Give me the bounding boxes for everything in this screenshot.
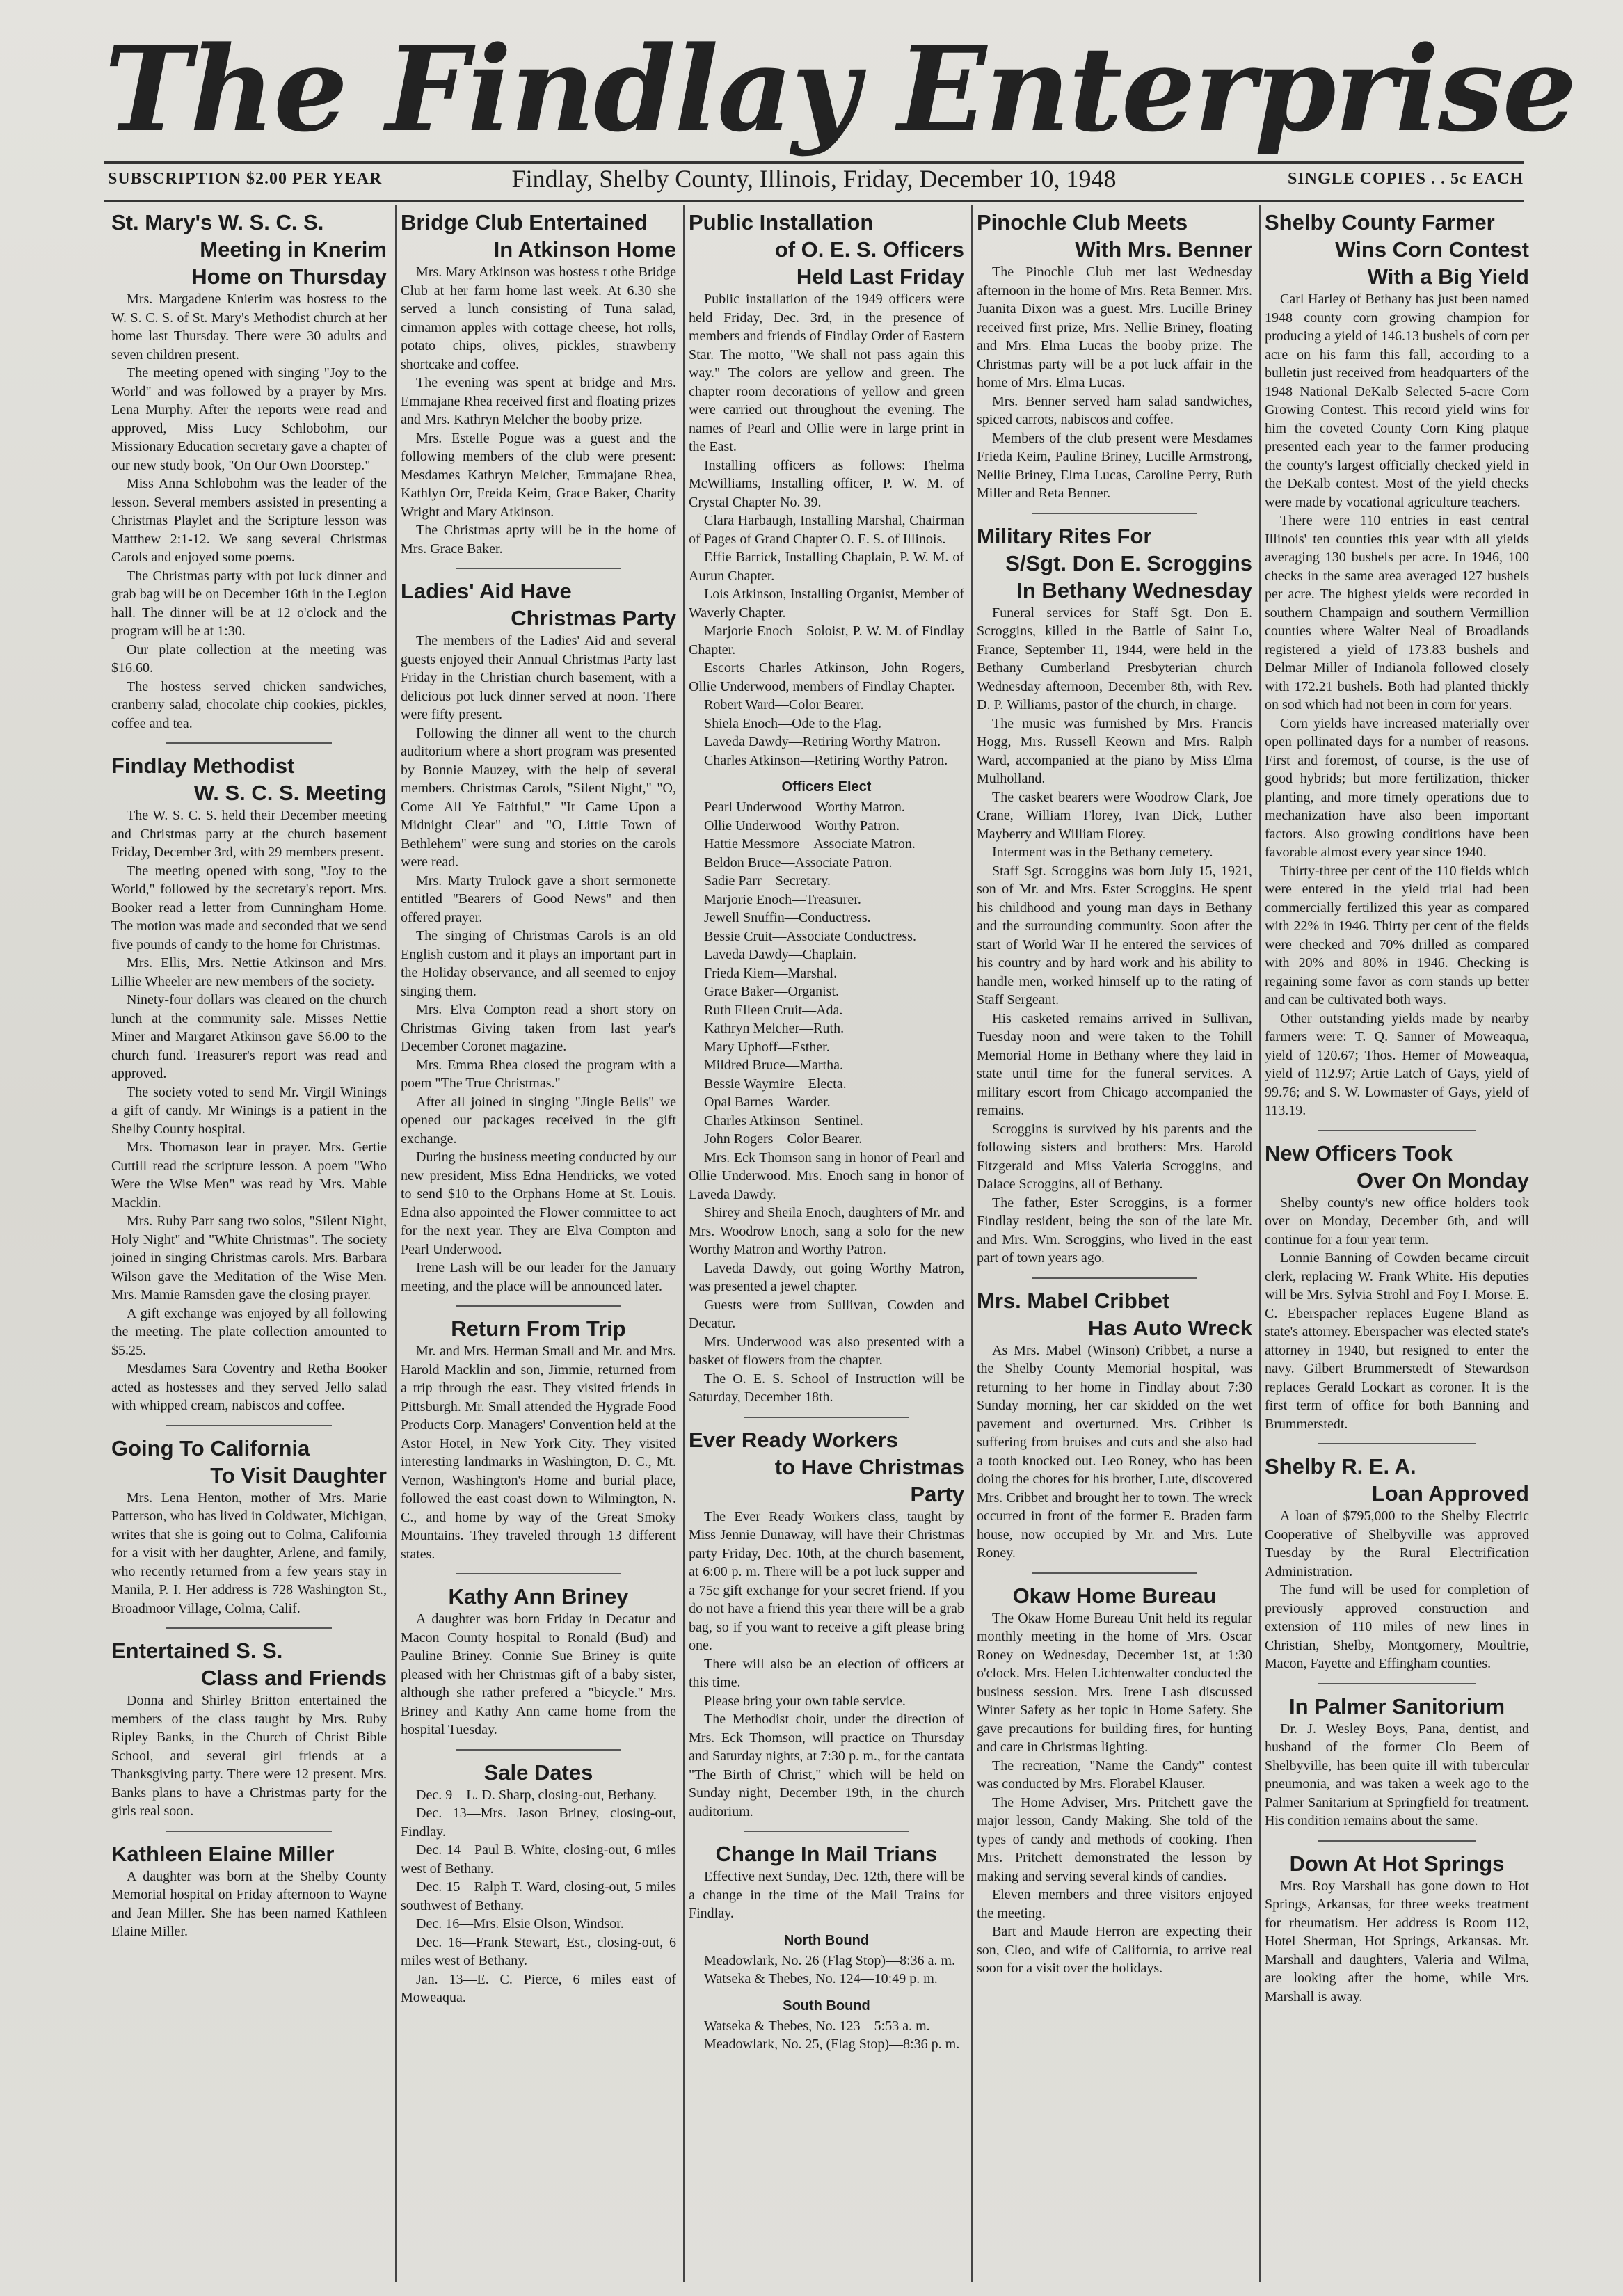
paragraph: Escorts—Charles Atkinson, John Rogers, Ollie Underwood, members of Findlay Chapter. xyxy=(689,660,964,694)
article-body xyxy=(689,290,964,770)
article-body xyxy=(111,1489,387,1618)
article xyxy=(111,1627,387,1821)
paragraph: Sadie Parr—Secretary. xyxy=(704,873,831,888)
paragraph: Interment was in the Bethany cemetery. xyxy=(992,845,1213,860)
paragraph: The fund will be used for completion of previously approved construction and extension of 110 miles of new lines in Christian, Shelby, Montgomery, Moultrie, Macon, Fayette and Effingham counties. xyxy=(1265,1582,1529,1671)
article xyxy=(401,1749,676,2007)
article-body xyxy=(111,1867,387,1941)
masthead-rule-top xyxy=(104,161,1524,164)
article xyxy=(1265,1130,1529,1434)
paragraph: Beldon Bruce—Associate Patron. xyxy=(704,854,893,870)
paragraph: During the business meeting conducted by our new president, Miss Edna Hendricks, we voted to send $10 to the Orphans Home at St. Louis. Edna also appointed the Flower committee to act for the next year. They are Elva Compton and Pearl Underwood. xyxy=(401,1149,676,1257)
paragraph: Grace Baker—Organist. xyxy=(704,984,840,999)
article-body xyxy=(401,1786,676,2007)
headline-deck: Home on Thursday xyxy=(191,264,387,289)
headline: Change In Mail Trians xyxy=(715,1842,938,1866)
subheading: Officers Elect xyxy=(781,779,872,795)
paragraph: Bessie Cruit—Associate Conductress. xyxy=(704,928,916,944)
article xyxy=(1265,209,1529,1120)
paragraph: The recreation, "Name the Candy" contest was conducted by Mrs. Florabel Klauser. xyxy=(977,1757,1252,1792)
paragraph: The hostess served chicken sandwiches, cranberry salad, chocolate chip cookies, pickles, coffee and tea. xyxy=(111,678,387,731)
headline: Return From Trip xyxy=(451,1316,626,1341)
headline-deck: of O. E. S. Officers xyxy=(774,237,964,262)
headline: Findlay Methodist xyxy=(111,754,295,778)
paragraph: A daughter was born at the Shelby County Memorial hospital on Friday afternoon to Wayne and Jean Miller. She has been named Kathleen Elaine Miller. xyxy=(111,1868,387,1939)
headline: Shelby R. E. A. xyxy=(1265,1454,1416,1478)
paragraph: Mrs. Roy Marshall has gone down to Hot Springs, Arkansas, for three weeks treatment for rheumatism. Her address is Room 112, Hotel Sherman, Hot Springs, Arkansas. Mr. Marshall and daughters, Valeria and Wilma, are looking after the home, while Mrs. Marshall is away. xyxy=(1265,1878,1529,2004)
paragraph: Dec. 14—Paul B. White, closing-out, 6 miles west of Bethany. xyxy=(401,1842,676,1876)
paragraph: Frieda Kiem—Marshal. xyxy=(704,965,838,981)
paragraph: The Christmas party with pot luck dinner and grab bag will be on December 16th in the Legion hall. The dinner will be at 12 o'clock and the program will be at 1:30. xyxy=(111,568,387,639)
article xyxy=(111,209,387,733)
article-separator xyxy=(1318,1840,1476,1842)
headline: Mrs. Mabel Cribbet xyxy=(977,1288,1170,1313)
column-5 xyxy=(1265,209,1529,2282)
headline: Down At Hot Springs xyxy=(1289,1851,1505,1876)
article-separator xyxy=(456,1305,621,1307)
article-body xyxy=(401,263,676,558)
paragraph: There will also be an election of officers at this time. xyxy=(689,1656,964,1690)
headline: Pinochle Club Meets xyxy=(977,210,1188,234)
paragraph: Corn yields have increased materially over open pollinated days for a number of reasons. First and foremost, of course, is the use of good hybrids; but more fertilization, thicker planting, and more timely operations due to mechanization have also been important factors. Also growing conditions have been favorable almost every year since 1940. xyxy=(1265,715,1529,860)
paragraph: Shiela Enoch—Ode to the Flag. xyxy=(704,715,881,731)
paragraph: Mrs. Lena Henton, mother of Mrs. Marie Patterson, who has lived in Coldwater, Michigan, writes that she is going out to Colma, California for a visit with her daughter, Arlene, and family, who recently returned from a few years stay in Manila, P. I. Her address is 728 Washington St., Broadmoor Village, Colma, Calif. xyxy=(111,1490,387,1616)
article-body xyxy=(111,806,387,1415)
subheading: North Bound xyxy=(783,1932,870,1948)
article xyxy=(977,1572,1252,1978)
article xyxy=(977,209,1252,503)
paragraph: Mrs. Ellis, Mrs. Nettie Atkinson and Mrs. Lillie Wheeler are new members of the society. xyxy=(111,955,387,989)
paragraph: Mrs. Emma Rhea closed the program with a poem "The True Christmas." xyxy=(401,1057,676,1091)
paragraph: The W. S. C. S. held their December meeting and Christmas party at the church basement Friday, December 3rd, with 29 members present. xyxy=(111,808,387,860)
paragraph: Charles Atkinson—Retiring Worthy Patron. xyxy=(704,752,948,768)
paragraph: Watseka & Thebes, No. 123—5:53 a. m. xyxy=(704,2018,930,2034)
column-2 xyxy=(401,209,676,2282)
paragraph: The singing of Christmas Carols is an old English custom and it plays an important part in the Holiday observance, and all seemed to enjoy singing them. xyxy=(401,928,676,999)
article-separator xyxy=(166,1627,332,1629)
paragraph: Ruth Elleen Cruit—Ada. xyxy=(704,1002,843,1018)
headline-deck: S/Sgt. Don E. Scroggins xyxy=(1005,550,1252,575)
article xyxy=(1265,1840,1529,2007)
subheading: South Bound xyxy=(783,1998,870,2014)
paragraph: Laveda Dawdy, out going Worthy Matron, was presented a jewel chapter. xyxy=(689,1260,964,1294)
article xyxy=(977,513,1252,1268)
article-separator xyxy=(456,1573,621,1574)
paragraph: Public installation of the 1949 officers were held Friday, Dec. 3rd, in the presence of members and friends of Findlay Order of Eastern Star. The motto, "We shall not pass again this way." The colors are yellow and green. The chapter room decorations of yellow and green were carried out throughout the evening. The names of Pearl and Ollie were in large print in the East. xyxy=(689,292,964,454)
paragraph: Robert Ward—Color Bearer. xyxy=(704,697,864,712)
paragraph: Other outstanding yields made by nearby farmers were: T. Q. Sanner of Moweaqua, yield of 120.67; Thos. Hemer of Moweaqua, yield of 112.97; Artie Latch of Gays, yield of 99.76; and S. W. Lowmaster of Gays, yield of 113.19. xyxy=(1265,1010,1529,1118)
headline: Going To California xyxy=(111,1435,310,1460)
headline: St. Mary's W. S. C. S. xyxy=(111,210,324,234)
article xyxy=(689,209,964,770)
article-separator xyxy=(166,1425,332,1426)
paragraph: Mrs. Underwood was also presented with a basket of flowers from the chapter. xyxy=(689,1334,964,1368)
paragraph: His casketed remains arrived in Sullivan, Tuesday noon and were taken to the Tohill Memorial Home in Bethany where they laid in state until time for the funeral services. A military escort from Chicago accompanied the remains. xyxy=(977,1010,1252,1118)
article xyxy=(689,779,964,1407)
paragraph: The casket bearers were Woodrow Clark, Joe Crane, William Florey, Ivan Dick, Luther Mayberry and William Florey. xyxy=(977,789,1252,842)
paragraph: Meadowlark, No. 26 (Flag Stop)—8:36 a. m. xyxy=(704,1952,956,1968)
paragraph: After all joined in singing "Jingle Bells" we opened our packages received in the gift exchange. xyxy=(401,1094,676,1147)
paragraph: Members of the club present were Mesdames Frieda Keim, Pauline Briney, Lucille Armstrong, Nellie Briney, Elma Lucas, Caroline Perry, Ruth Miller and Reta Benner. xyxy=(977,430,1252,501)
headline: Sale Dates xyxy=(483,1760,593,1785)
article xyxy=(401,209,676,558)
paragraph: Bessie Waymire—Electa. xyxy=(704,1076,847,1092)
headline-deck: Meeting in Knerim xyxy=(200,237,387,262)
paragraph: Mrs. Thomason lear in prayer. Mrs. Gertie Cuttill read the scripture lesson. A poem "Who Were the Wise Men" was read by Mrs. Mable Macklin. xyxy=(111,1140,387,1211)
paragraph: Scroggins is survived by his parents and the following sisters and brothers: Mrs. Harold Fitzgerald and Miss Valeria Scroggins, and Dalace Scroggins, all of Bethany. xyxy=(977,1121,1252,1192)
article-body xyxy=(1265,1877,1529,2007)
paragraph: Marjorie Enoch—Soloist, P. W. M. of Findlay Chapter. xyxy=(689,623,964,657)
paragraph: Hattie Messmore—Associate Matron. xyxy=(704,836,916,852)
article-body xyxy=(1265,290,1529,1120)
paragraph: Dec. 15—Ralph T. Ward, closing-out, 5 miles southwest of Bethany. xyxy=(401,1879,676,1913)
subscription-price: SUBSCRIPTION $2.00 PER YEAR xyxy=(108,170,383,188)
paragraph: Miss Anna Schlobohm was the leader of the lesson. Several members assisted in presenting a Christmas Playlet and the Scripture lesson was Matthew 2:1-12. We sang several Christmas Carols and enjoyed some poems. xyxy=(111,476,387,565)
paragraph: Staff Sgt. Scroggins was born July 15, 1921, son of Mr. and Mrs. Ester Scroggins. He spent his childhood and young man days in Bethany and the surrounding community. Soon after the start of World War II he entered the services of his country and by hard work and his ability to handle men, worked himself up to the rating of Staff Sergeant. xyxy=(977,863,1252,1007)
article-separator xyxy=(1032,1572,1197,1574)
headline: Entertained S. S. xyxy=(111,1639,283,1663)
paragraph: Mr. and Mrs. Herman Small and Mr. and Mrs. Harold Macklin and son, Jimmie, returned from a trip through the east. They visited friends in Pittsburgh. Mr. Small attended the Hygrade Food Products Corp. Managers' Convention held at the Astor Hotel, in New York City. They visited interesting landmarks in Washington, D. C., Mt. Vernon, Washington's Home and burial place, followed the east coast down to Wilmington, N. C., and home by way of the Great Smoky Mountains. They traveled through 13 different states. xyxy=(401,1344,676,1562)
paragraph: The Home Adviser, Mrs. Pritchett gave the major lesson, Candy Making. She told of the types of candy and methods of cooking. Then Mrs. Pritchett demonstrated the lesson by making and serving several kinds of candies. xyxy=(977,1794,1252,1884)
paragraph: Shelby county's new office holders took over on Monday, December 6th, and will continue for a four year term. xyxy=(1265,1195,1529,1247)
paragraph: Mrs. Eck Thomson sang in honor of Pearl and Ollie Underwood. Mrs. Enoch sang in honor of Laveda Dawdy. xyxy=(689,1149,964,1202)
paragraph: The meeting opened with song, "Joy to the World," followed by the secretary's report. Mrs. Booker read a letter from Cunningham Home. The motion was made and seconded that we send five pounds of candy to the home for Christmas. xyxy=(111,863,387,952)
paragraph: Pearl Underwood—Worthy Matron. xyxy=(704,799,905,815)
paragraph: Dec. 16—Mrs. Elsie Olson, Windsor. xyxy=(416,1916,624,1931)
paragraph: Donna and Shirley Britton entertained the members of the class taught by Mrs. Ruby Ripley Banks, in the Church of Christ Bible School, and several girl friends at a Thanksgiving party. There were 12 present. Mrs. Banks plans to have a Christmas party for the girls real soon. xyxy=(111,1693,387,1819)
article-separator xyxy=(166,742,332,744)
paragraph: Jan. 13—E. C. Pierce, 6 miles east of Moweaqua. xyxy=(401,1971,676,2005)
article-separator xyxy=(1032,513,1197,514)
paragraph: The father, Ester Scroggins, is a former Findlay resident, being the son of the late Mr. and Mrs. Wm. Scroggins, who lived in the east part of town years ago. xyxy=(977,1195,1252,1266)
column-1 xyxy=(111,209,387,2282)
paragraph: As Mrs. Mabel (Winson) Cribbet, a nurse a the Shelby County Memorial hospital, was returning to her home in Findlay about 7:30 Sunday morning, her car skidded on the wet pavement and overturned. Mrs. Cribbet is suffering from bruises and cuts and she also had a tooth knocked out. Leo Roney, who has been doing the chores for his brother, Lute, discovered Mrs. Cribbet and brought her to town. The wreck occurred in front of the former E. Braden farm house, now occupied by Mr. and Mrs. Lute Roney. xyxy=(977,1342,1252,1561)
paragraph: Meadowlark, No. 25, (Flag Stop)—8:36 p. m. xyxy=(704,2036,960,2052)
column-3 xyxy=(689,209,964,2282)
paragraph: Dec. 9—L. D. Sharp, closing-out, Bethany. xyxy=(416,1787,657,1803)
article xyxy=(111,742,387,1415)
article-body xyxy=(1265,1194,1529,1434)
paragraph: Laveda Dawdy—Retiring Worthy Matron. xyxy=(704,734,941,749)
paragraph: The evening was spent at bridge and Mrs. Emmajane Rhea received first and floating prizes and Mrs. Kathryn Melcher the booby prize. xyxy=(401,375,676,427)
article xyxy=(689,1831,964,1923)
article xyxy=(111,1425,387,1618)
paragraph: Lonnie Banning of Cowden became circuit clerk, replacing W. Frank White. His deputies will be Mrs. Sylvia Strohl and Foy I. Morse. E. C. Eberspacher replaces Eugene Bland as state's attorney. Eberspacher was elected state's attorney in 1940, but resigned to enter the navy. Gilbert Brummerstedt of Stewardson replaces Gerald Lockart as coroner. It is the first term of office for both Banning and Brummerstedt. xyxy=(1265,1250,1529,1432)
paragraph: John Rogers—Color Bearer. xyxy=(704,1131,863,1147)
paragraph: Kathryn Melcher—Ruth. xyxy=(704,1021,845,1036)
article-body xyxy=(689,1952,964,1988)
column-rule xyxy=(395,205,397,2282)
paragraph: The music was furnished by Mrs. Francis Hogg, Mrs. Russell Keown and Mrs. Ralph Ward, accompanied at the piano by Miss Elma Mulholland. xyxy=(977,715,1252,786)
paragraph: Ollie Underwood—Worthy Patron. xyxy=(704,818,900,834)
column-rule xyxy=(683,205,685,2282)
article-body xyxy=(401,1342,676,1563)
article-separator xyxy=(1318,1443,1476,1444)
article-body xyxy=(977,1609,1252,1978)
headline-deck: Has Auto Wreck xyxy=(1087,1315,1252,1340)
headline-deck: In Atkinson Home xyxy=(493,237,676,262)
paragraph: The Ever Ready Workers class, taught by Miss Jennie Dunaway, will have their Christmas party Friday, Dec. 10th, at the church basement, at 6:00 p. m. There will be a pot luck supper and a 75c gift exchange for your secret friend. If you do not have a friend this year there will be a grab bag, so if you want to receive a gift please bring one. xyxy=(689,1508,964,1653)
paragraph: Eleven members and three visitors enjoyed the meeting. xyxy=(977,1887,1252,1921)
paragraph: Lois Atkinson, Installing Organist, Member of Waverly Chapter. xyxy=(689,587,964,621)
single-copy-price: SINGLE COPIES . . 5c EACH xyxy=(1287,170,1524,188)
headline: Military Rites For xyxy=(977,523,1152,548)
headline-deck: Held Last Friday xyxy=(796,264,964,289)
article-body xyxy=(111,1691,387,1821)
article-separator xyxy=(1318,1130,1476,1131)
article-body xyxy=(977,263,1252,503)
paragraph: Marjorie Enoch—Treasurer. xyxy=(704,891,861,907)
article-separator xyxy=(456,568,621,569)
masthead-rule-bottom xyxy=(104,200,1524,202)
paragraph: Irene Lash will be our leader for the January meeting, and the place will be announced later. xyxy=(401,1260,676,1294)
paragraph: Mrs. Mary Atkinson was hostess t othe Bridge Club at her farm home last week. At 6.30 she served a lunch consisting of Tuna salad, cinnamon apples with cottage cheese, hot rolls, potato chips, olives, pickles, strawberry shortcake and coffee. xyxy=(401,264,676,372)
article-separator xyxy=(1318,1683,1476,1684)
paragraph: Charles Atkinson—Sentinel. xyxy=(704,1113,863,1129)
headline-deck: W. S. C. S. Meeting xyxy=(193,781,387,805)
paragraph: Installing officers as follows: Thelma McWilliams, Installing officer, P. W. M. of Crystal Chapter No. 39. xyxy=(689,457,964,510)
paragraph: Thirty-three per cent of the 110 fields which were entered in the yield trial had been commercially fertilized this year as compared with 22% in 1946. Thirty per cent of the fields were checked and 70% drilled as compared with 20% and 80% in 1946. Checking is regaining some favor as corn stands up better and can be cultivated both ways. xyxy=(1265,863,1529,1007)
paragraph: The Okaw Home Bureau Unit held its regular monthly meeting in the home of Mrs. Oscar Roney on Wednesday, December 1st, at 1:30 o'clock. Mrs. Helen Lichtenwalter conducted the business session. Mrs. Irene Lash discussed Winter Safety as her topic in Home Safety. She gave precautions for building fires, for hunting and care in Christmas lighting. xyxy=(977,1610,1252,1755)
article xyxy=(401,568,676,1296)
paragraph: There were 110 entries in east central Illinois' ten counties this year with all yields averaging 130 bushels per acre. In 1946, 100 checks in the same area averaged 127 bushels per acre. The highest yields were recorded in southern Champaign and southern Vermillion counties where Walter Neal of Broadlands registered a yield of 173.83 bushels and Delmar Miller of Indianola followed closely with 172.21 bushels. Both had planted thickly on sod which had not been in corn for years. xyxy=(1265,513,1529,712)
headline-deck: In Bethany Wednesday xyxy=(1016,577,1252,603)
headline: Okaw Home Bureau xyxy=(1012,1583,1217,1608)
paragraph: A loan of $795,000 to the Shelby Electric Cooperative of Shelbyville was approved Tuesday by the Rural Electrification Administration. xyxy=(1265,1508,1529,1579)
headline-deck: Over On Monday xyxy=(1356,1167,1529,1193)
paragraph: Watseka & Thebes, No. 124—10:49 p. m. xyxy=(704,1971,938,1986)
paragraph: Mrs. Estelle Pogue was a guest and the following members of the club were present: Mesdames Kathryn Melcher, Emmajane Rhea, Kathlyn Orr, Freida Keim, Grace Baker, Charity Wright and Mary Atkinson. xyxy=(401,430,676,520)
paragraph: Opal Barnes—Warder. xyxy=(704,1094,831,1110)
article-separator xyxy=(744,1417,909,1418)
headline: Shelby County Farmer xyxy=(1265,210,1495,234)
paragraph: The meeting opened with singing "Joy to the World" and was followed by a prayer by Mrs. Lena Murphy. After the reports were read and approved, Miss Lucy Schlobohm, our Missionary Education secretary gave a chapter of our new study book, "On Our Own Doorstep." xyxy=(111,365,387,473)
paragraph: The Christmas aprty will be in the home of Mrs. Grace Baker. xyxy=(401,523,676,557)
paragraph: The Methodist choir, under the direction of Mrs. Eck Thomson, will practice on Thursday and Saturday nights, at 7:30 p. m., for the cantata "The Birth of Christ," which will be held on Sunday night, December 19th, in the church auditorium. xyxy=(689,1712,964,1819)
article xyxy=(689,1933,964,1988)
article-body xyxy=(689,1508,964,1821)
paragraph: Mrs. Marty Trulock gave a short sermonette entitled "Bearers of Good News" and then offered prayer. xyxy=(401,872,676,925)
masthead-title: The Findlay Enterprise xyxy=(104,20,1576,158)
article-body xyxy=(689,2017,964,2054)
column-rule xyxy=(1259,205,1261,2282)
paragraph: Following the dinner all went to the church auditorium where a short program was presented by Bonnie Mauzey, with the help of several members. Christmas Carols, "Silent Night," "O, Come All Ye Faithful," "It Came Upon a Midnight Clear" and "O, Little Town of Bethlehem" were sung and stories on the carols were read. xyxy=(401,725,676,870)
paragraph: Funeral services for Staff Sgt. Don E. Scroggins, killed in the Battle of Saint Lo, France, September 11, 1944, were held in the Bethany Cumberland Presbyterian church Wednesday afternoon, December 8th, with Rev. D. P. Williams, pastor of the church, in charge. xyxy=(977,605,1252,712)
paragraph: Dr. J. Wesley Boys, Pana, dentist, and husband of the former Clo Beem of Shelbyville, has been quite ill with tubercular pneumonia, and was taken a week ago to the Palmer Sanitarium at Springfield for treatment. His condition remains about the same. xyxy=(1265,1721,1529,1828)
paragraph: Effective next Sunday, Dec. 12th, there will be a change in the time of the Mail Trains for Findlay. xyxy=(689,1869,964,1921)
article xyxy=(1265,1443,1529,1673)
paragraph: The members of the Ladies' Aid and several guests enjoyed their Annual Christmas Party last Friday in the Christian church basement, with a delicious pot luck dinner served at noon. There were fifty present. xyxy=(401,633,676,722)
paragraph: Clara Harbaugh, Installing Marshal, Chairman of Pages of Grand Chapter O. E. S. of Illinois. xyxy=(689,513,964,547)
headline-deck: With a Big Yield xyxy=(1367,264,1529,289)
article-body xyxy=(111,290,387,733)
paragraph: Shirey and Sheila Enoch, daughters of Mr. and Mrs. Woodrow Enoch, sang a solo for the new Worthy Matron and Worthy Patron. xyxy=(689,1205,964,1257)
paragraph: The society voted to send Mr. Virgil Winings a gift of candy. Mr Winings is a patient in the Shelby County hospital. xyxy=(111,1084,387,1137)
paragraph: Our plate collection at the meeting was $16.60. xyxy=(111,641,387,676)
article-body xyxy=(977,604,1252,1268)
paragraph: A gift exchange was enjoyed by all following the meeting. The plate collection amounted to $5.25. xyxy=(111,1305,387,1358)
article-body xyxy=(689,1867,964,1923)
headline: New Officers Took xyxy=(1265,1140,1453,1165)
headline-deck: Class and Friends xyxy=(200,1666,387,1690)
article xyxy=(401,1305,676,1563)
article xyxy=(111,1831,387,1941)
paragraph: Mildred Bruce—Martha. xyxy=(704,1058,843,1073)
paragraph: Effie Barrick, Installing Chaplain, P. W. M. of Aurun Chapter. xyxy=(689,550,964,584)
article xyxy=(689,1998,964,2054)
article-body xyxy=(1265,1720,1529,1831)
headline: Ever Ready Workers xyxy=(689,1427,898,1452)
article-separator xyxy=(744,1831,909,1832)
paragraph: Ninety-four dollars was cleared on the church lunch at the community sale. Misses Nettie Miner and Margaret Atkinson gave $6.00 to the church fund. Treasurer's report was read and approved. xyxy=(111,992,387,1081)
article-body xyxy=(689,798,964,1407)
headline-deck: Christmas Party xyxy=(511,606,676,630)
paragraph: Laveda Dawdy—Chaplain. xyxy=(704,947,856,962)
paragraph: Bart and Maude Herron are expecting their son, Cleo, and wife of California, to arrive real soon for a visit over the holidays. xyxy=(977,1924,1252,1976)
paragraph: The O. E. S. School of Instruction will be Saturday, December 18th. xyxy=(689,1371,964,1405)
article-body xyxy=(401,1610,676,1739)
headline-deck: Wins Corn Contest xyxy=(1335,237,1529,262)
article xyxy=(1265,1683,1529,1831)
paragraph: Mrs. Benner served ham salad sandwiches, spiced carrots, nabiscos and coffee. xyxy=(977,393,1252,427)
paragraph: A daughter was born Friday in Decatur and Macon County hospital to Ronald (Bud) and Pauline Briney. Connie Sue Briney is quite pleased with her Christmas gift of a baby sister, although she rather prefered a "bicycle." Mrs. Briney and Kathy Ann came home from the hospital Tuesday. xyxy=(401,1611,676,1737)
headline-deck: Loan Approved xyxy=(1371,1481,1529,1506)
column-rule xyxy=(971,205,973,2282)
article xyxy=(689,1417,964,1821)
headline: Kathy Ann Briney xyxy=(448,1584,629,1609)
article xyxy=(401,1573,676,1739)
paragraph: Carl Harley of Bethany has just been named 1948 county corn growing champion for producing a yield of 146.13 bushels of corn per acre on his farm this fall, according to a bulletin just received from headquarters of the 1948 National DeKalb Selected 5-acre Corn Growing Contest. This record yield wins for him the coveted County Corn King plaque presented each year to the farmer producing the county's largest officially checked yield in the DeKalb contest. Most of the yield checks were made by vocational agriculture teachers. xyxy=(1265,292,1529,510)
article-body xyxy=(977,1341,1252,1563)
paragraph: The Pinochle Club met last Wednesday afternoon in the home of Mrs. Reta Benner. Mrs. Juanita Dixon was a guest. Mrs. Lucille Briney received first prize, Mrs. Nellie Briney, floating and Mrs. Elma Lucas the booby prize. The Christmas party will be a pot luck affair in the home of Mrs. Elma Lucas. xyxy=(977,264,1252,390)
headline: Kathleen Elaine Miller xyxy=(111,1841,335,1866)
article-body xyxy=(401,632,676,1296)
headline-deck: With Mrs. Benner xyxy=(1075,237,1252,262)
article-separator xyxy=(456,1749,621,1751)
paragraph: Mrs. Elva Compton read a short story on Christmas Giving taken from last year's December Coronet magazine. xyxy=(401,1002,676,1054)
paragraph: Please bring your own table service. xyxy=(704,1693,906,1709)
article xyxy=(977,1277,1252,1563)
headline: In Palmer Sanitorium xyxy=(1288,1693,1505,1719)
article-separator xyxy=(166,1831,332,1832)
headline-deck: to Have Christmas Party xyxy=(774,1454,964,1506)
paragraph: Guests were from Sullivan, Cowden and Decatur. xyxy=(689,1297,964,1331)
paragraph: Mesdames Sara Coventry and Retha Booker acted as hostesses and they served Jello salad with whipped cream, nabiscos and coffee. xyxy=(111,1361,387,1413)
paragraph: Mary Uphoff—Esther. xyxy=(704,1039,830,1055)
column-4 xyxy=(977,209,1252,2282)
article-separator xyxy=(1032,1277,1197,1279)
paragraph: Mrs. Ruby Parr sang two solos, "Silent Night, Holy Night" and "White Christmas". The society joined in singing Christmas carols. Mrs. Barbara Wilson gave the Meditation of the Wise Men. Mrs. Mamie Ramsden gave the closing prayer. xyxy=(111,1213,387,1302)
headline: Bridge Club Entertained xyxy=(401,210,648,234)
paragraph: Jewell Snuffin—Conductress. xyxy=(704,910,871,925)
headline-deck: To Visit Daughter xyxy=(210,1462,387,1488)
dateline: Findlay, Shelby County, Illinois, Friday, December 10, 1948 xyxy=(511,165,1117,193)
article-body xyxy=(1265,1507,1529,1673)
paragraph: Dec. 16—Frank Stewart, Est., closing-out, 6 miles west of Bethany. xyxy=(401,1934,676,1968)
paragraph: Mrs. Margadene Knierim was hostess to the W. S. C. S. of St. Mary's Methodist church at her home last Thursday. There were 30 adults and seven children present. xyxy=(111,292,387,362)
headline: Public Installation xyxy=(689,210,874,234)
headline: Ladies' Aid Have xyxy=(401,579,572,603)
paragraph: Dec. 13—Mrs. Jason Briney, closing-out, Findlay. xyxy=(401,1805,676,1840)
